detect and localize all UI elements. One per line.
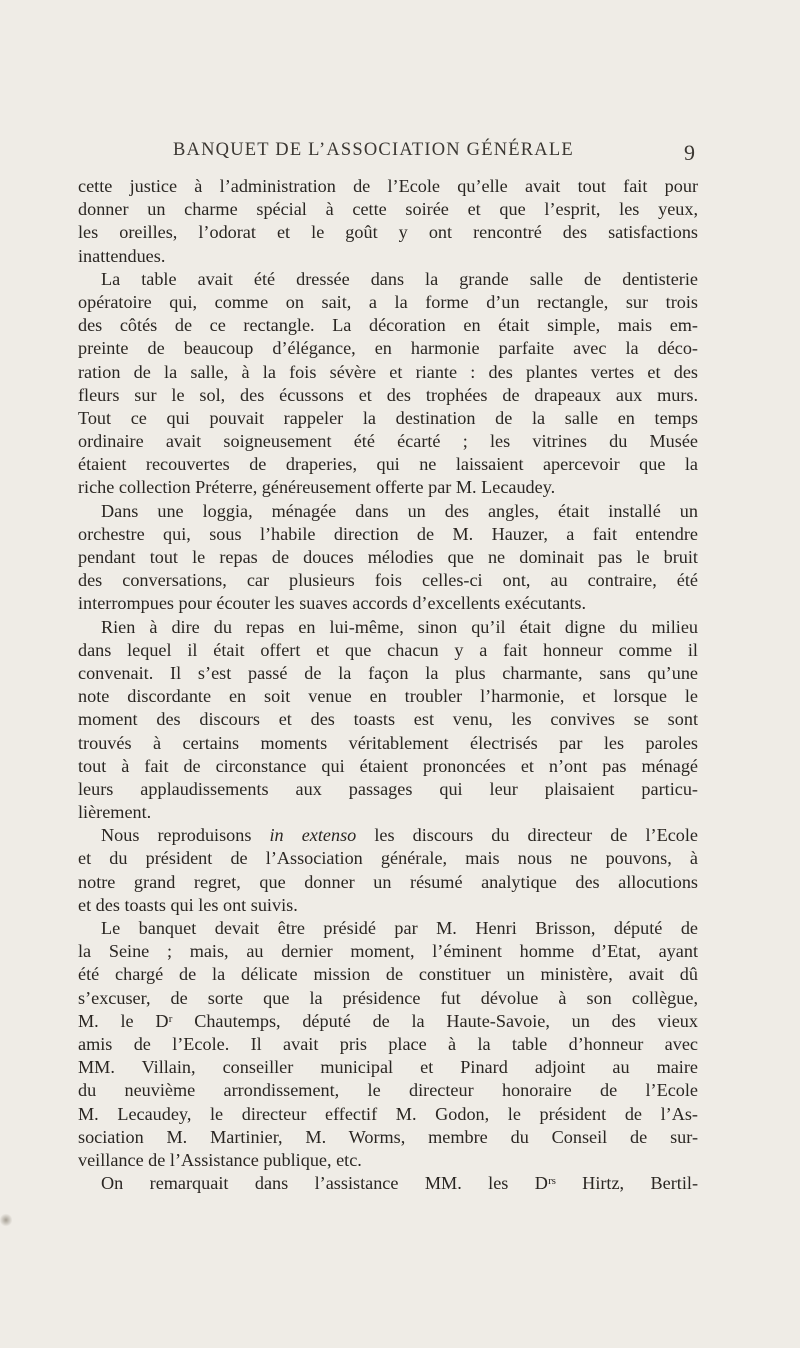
body-text [78,175,698,1195]
text-line: et du président de l’Association générale, mais nous ne pouvons, à [78,848,698,869]
running-head: BANQUET DE L’ASSOCIATION GÉNÉRALE [173,140,574,160]
text-line: la Seine ; mais, au dernier moment, l’éminent homme d’Etat, ayant [78,941,698,962]
text-line: Le banquet devait être présidé par M. Henri Brisson, député de [101,918,698,938]
text-line: s’excuser, de sorte que la présidence fut dévolue à son collègue, [78,987,698,1008]
text-line: Tout ce qui pouvait rappeler la destination de la salle en temps [78,407,698,428]
text-line: orchestre qui, sous l’habile direction de M. Hauzer, a fait entendre [78,523,698,544]
text-line: MM. Villain, conseiller municipal et Pinard adjoint au maire [78,1057,698,1078]
text-line: dans lequel il était offert et que chacun y a fait honneur comme il [78,639,698,660]
text-line: été chargé de la délicate mission de constituer un ministère, avait dû [78,964,698,985]
text-line: et des toasts qui les ont suivis. [78,894,298,915]
text-line: amis de l’Ecole. Il avait pris place à la table d’honneur avec [78,1033,698,1054]
text-line: M. le Dʳ Chautemps, député de la Haute-Savoie, un des vieux [78,1010,698,1031]
text-line: Rien à dire du repas en lui-même, sinon qu’il était digne du milieu [101,616,698,637]
text-line: leurs applaudissements aux passages qui leur plaisaient particu- [78,778,698,799]
text-line: du neuvième arrondissement, le directeur honoraire de l’Ecole [78,1080,698,1101]
text-line: veillance de l’Assistance publique, etc. [78,1149,362,1170]
text-line: M. Lecaudey, le directeur effectif M. Godon, le président de l’As- [78,1103,698,1124]
text-line: riche collection Préterre, généreusement offerte par M. Lecaudey. [78,477,556,498]
text-line: On remarquait dans l’assistance MM. les Dʳˢ Hirtz, Bertil- [101,1173,698,1194]
text-line: moment des discours et des toasts est venu, les convives se sont [78,709,698,730]
text-line: lièrement. [78,802,152,823]
text-line: pendant tout le repas de douces mélodies que ne dominait pas le bruit [78,547,698,567]
text-line: notre grand regret, que donner un résumé analytique des allocutions [78,871,698,892]
text-line: sociation M. Martinier, M. Worms, membre du Conseil de sur- [78,1126,698,1147]
text-line: La table avait été dressée dans la grande salle de dentisterie [101,268,698,289]
italic-phrase: in extenso [269,825,357,846]
text-line: ration de la salle, à la fois sévère et riante : des plantes vertes et des [78,361,698,382]
text-line: note discordante en soit venue en troubler l’harmonie, et lorsque le [78,686,698,707]
text-line: Nous reproduisons in extenso les discours du directeur de l’Ecole [101,825,698,846]
text-line: Dans une loggia, ménagée dans un des angles, était installé un [101,500,698,521]
text-line: cette justice à l’administration de l’Ecole qu’elle avait tout fait pour [78,176,698,196]
page-number: 9 [684,140,695,165]
text-line: opératoire qui, comme on sait, a la forme d’un rectangle, sur trois [78,291,698,312]
text-line: ordinaire avait soigneusement été écarté ; les vitrines du Musée [78,431,698,452]
text-line: des conversations, car plusieurs fois celles-ci ont, au contraire, été [78,570,698,591]
text-line: trouvés à certains moments véritablement électrisés par les paroles [78,732,698,753]
page-header [0,140,800,166]
text-line: interrompues pour écouter les suaves accords d’excellents exécutants. [78,593,587,614]
text-line: tout à fait de circonstance qui étaient prononcées et n’ont pas ménagé [78,755,698,776]
text-line: les oreilles, l’odorat et le goût y ont rencontré des satisfactions [78,222,698,243]
text-line: des côtés de ce rectangle. La décoration en était simple, mais em- [78,315,698,336]
text-line: preinte de beaucoup d’élégance, en harmonie parfaite avec la déco- [78,338,698,359]
ink-smudge [0,1213,12,1227]
text-line: convenait. Il s’est passé de la façon la plus charmante, sans qu’une [78,662,698,683]
text-line: étaient recouvertes de draperies, qui ne laissaient apercevoir que la [78,454,698,475]
text-line: fleurs sur le sol, des écussons et des trophées de drapeaux aux murs. [78,384,698,405]
text-line: inattendues. [78,245,166,266]
text-line: donner un charme spécial à cette soirée et que l’esprit, les yeux, [78,199,698,220]
